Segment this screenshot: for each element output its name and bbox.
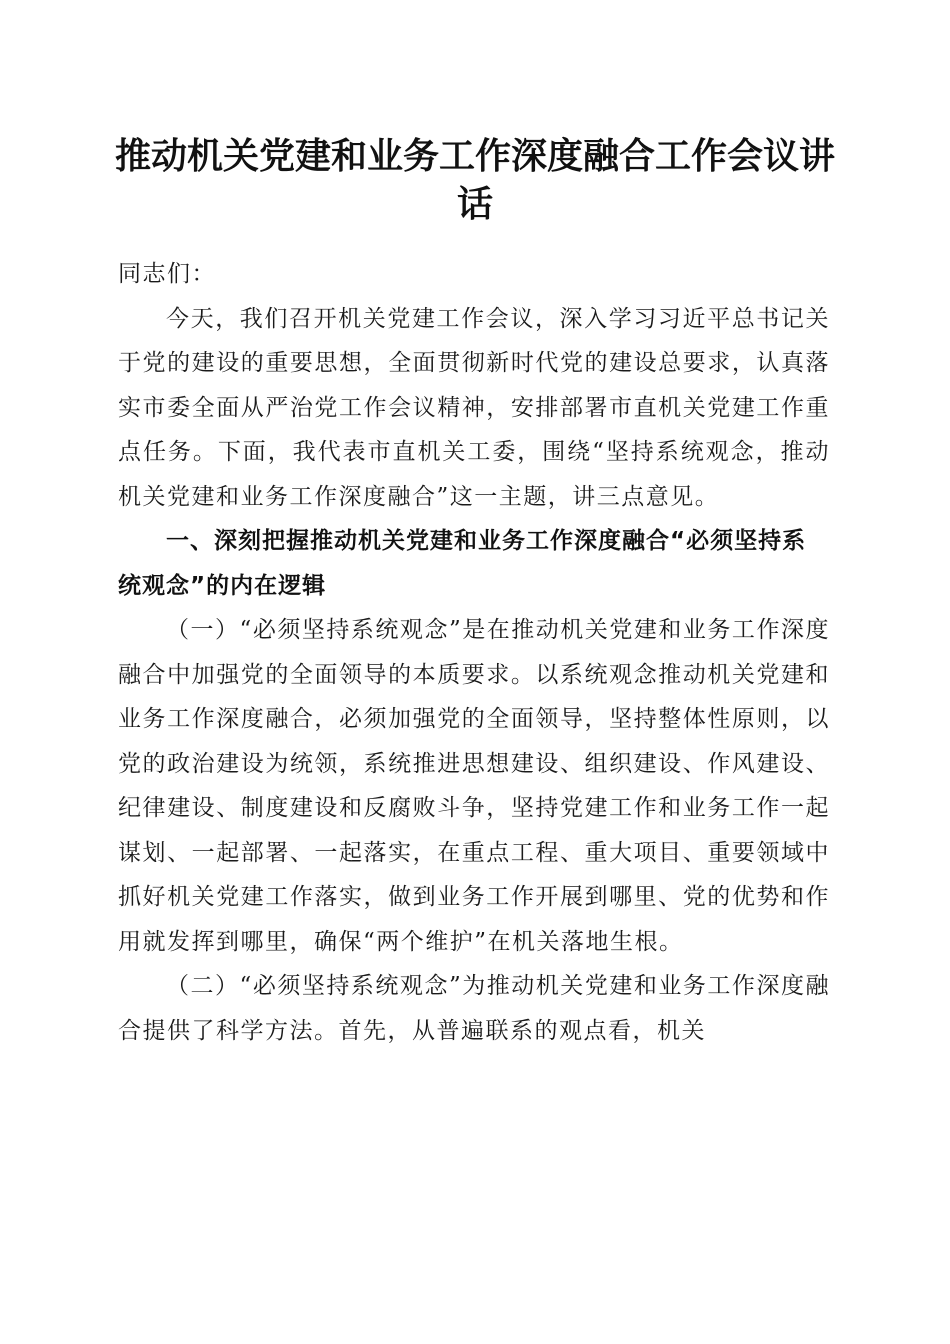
salutation: 同志们： <box>118 261 216 287</box>
intro-paragraph: 今天，我们召开机关党建工作会议，深入学习习近平总书记关于党的建设的重要思想，全面贯彻新时代党的建设总要求，认真落实市委全面从严治党工作会议精神，安排部署市直机关党建工作重点任务。下面，我代表市直机关工委，围绕“坚持系统观念，推动机关党建和业务工作深度融合”这一主题，讲三点意见。 <box>118 305 830 510</box>
document-title: 推动机关党建和业务工作深度融合工作会议讲话 <box>114 135 835 225</box>
section1-paragraph-2: （二）“必须坚持系统观念”为推动机关党建和业务工作深度融合提供了科学方法。首先，从普遍联系的观点看，机关 <box>118 973 830 1044</box>
section1-paragraph-1: （一）“必须坚持系统观念”是在推动机关党建和业务工作深度融合中加强党的全面领导的本质要求。以系统观念推动机关党建和业务工作深度融合，必须加强党的全面领导，坚持整体性原则，以党的政治建设为统领，系统推进思想建设、组织建设、作风建设、纪律建设、制度建设和反腐败斗争，坚持党建工作和业务工作一起谋划、一起部署、一起落实，在重点工程、重大项目、重要领域中抓好机关党建工作落实，做到业务工作开展到哪里、党的优势和作用就发挥到哪里，确保“两个维护”在机关落地生根。 <box>118 617 830 955</box>
section-heading-1: 一、深刻把握推动机关党建和业务工作深度融合“必须坚持系统观念”的内在逻辑 <box>118 528 807 599</box>
document-body <box>118 252 830 1053</box>
